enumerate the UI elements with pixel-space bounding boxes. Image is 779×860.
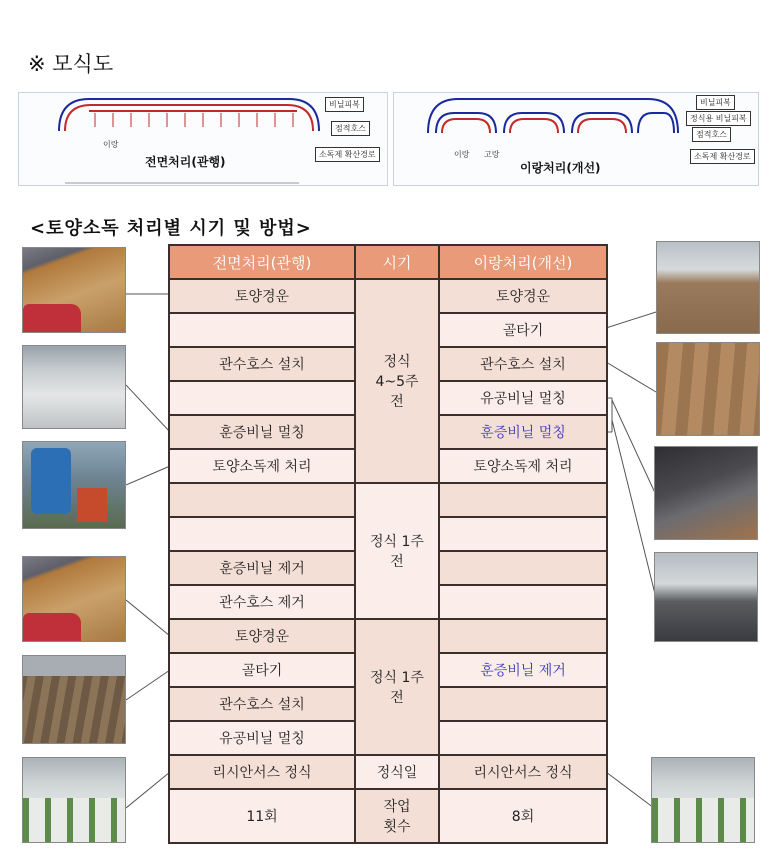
furrow-label: 이랑 [103, 140, 119, 149]
furrow-label: 고랑 [484, 150, 500, 159]
table-cell-timing: 정식일 [356, 756, 438, 788]
table-cell-conventional: 골타기 [170, 654, 354, 686]
table-cell-conventional [170, 382, 354, 414]
table-cell-conventional: 토양경운 [170, 280, 354, 312]
table-cell-conventional: 관수호스 설치 [170, 688, 354, 720]
table-header: 이랑처리(개선) [440, 246, 606, 278]
table-cell-improved: 골타기 [440, 314, 606, 346]
table-cell-conventional [170, 314, 354, 346]
table-cell-conventional: 11회 [170, 790, 354, 842]
table-header: 전면처리(관행) [170, 246, 354, 278]
white-mulch-photo [22, 345, 126, 429]
table-cell-improved [440, 552, 606, 584]
table-cell-timing: 작업 횟수 [356, 790, 438, 842]
ridge-label: 이랑 [454, 150, 470, 159]
furrowed-beds-photo [656, 241, 760, 334]
table-cell-timing: 정식 4~5주 전 [356, 280, 438, 482]
black-mulch-photo [654, 446, 758, 540]
diagram-label: 점적호스 [331, 121, 370, 136]
table-cell-improved: 리시안서스 정식 [440, 756, 606, 788]
page-title: ※ 모식도 [28, 52, 114, 76]
diagram-label: 소독제 확산경로 [690, 149, 755, 164]
table-cell-improved [440, 620, 606, 652]
table-cell-conventional: 훈증비닐 멀칭 [170, 416, 354, 448]
drip-hose-ridge-photo [656, 342, 760, 436]
table-cell-conventional: 토양경운 [170, 620, 354, 652]
mulched-beds-photo [654, 552, 758, 642]
section-subtitle: <토양소독 처리별 시기 및 방법> [30, 218, 312, 239]
diagram-label: 소독제 확산경로 [315, 147, 380, 162]
table-cell-improved [440, 688, 606, 720]
table-header: 시기 [356, 246, 438, 278]
table-cell-conventional: 훈증비닐 제거 [170, 552, 354, 584]
table-cell-improved [440, 586, 606, 618]
table-cell-improved [440, 484, 606, 516]
table-cell-conventional [170, 518, 354, 550]
diagram-caption: 전면처리(관행) [145, 155, 226, 169]
planted-seedlings-photo [22, 757, 126, 843]
table-cell-improved: 훈증비닐 제거 [440, 654, 606, 686]
treatment-schedule-table [168, 244, 608, 844]
fumigation-equipment-photo [22, 441, 126, 529]
table-cell-improved: 훈증비닐 멀칭 [440, 416, 606, 448]
planted-seedlings-photo [651, 757, 755, 843]
table-cell-conventional: 관수호스 제거 [170, 586, 354, 618]
tilled-soil-photo [22, 247, 126, 333]
table-cell-conventional: 리시안서스 정식 [170, 756, 354, 788]
furrowed-soil-photo [22, 655, 126, 744]
table-cell-improved [440, 722, 606, 754]
table-cell-conventional: 토양소독제 처리 [170, 450, 354, 482]
table-cell-conventional: 유공비닐 멀칭 [170, 722, 354, 754]
table-cell-timing: 정식 1주 전 [356, 484, 438, 618]
table-cell-timing: 정식 1주 전 [356, 620, 438, 754]
table-cell-improved: 유공비닐 멀칭 [440, 382, 606, 414]
table-cell-improved: 토양소독제 처리 [440, 450, 606, 482]
diagram-caption: 이랑처리(개선) [520, 161, 601, 175]
table-cell-conventional [170, 484, 354, 516]
table-cell-improved [440, 518, 606, 550]
diagram-label: 비닐피복 [696, 95, 735, 110]
table-cell-improved: 관수호스 설치 [440, 348, 606, 380]
diagram-label: 비닐피복 [325, 97, 364, 112]
tilled-soil-photo [22, 556, 126, 642]
table-cell-improved: 토양경운 [440, 280, 606, 312]
diagram-label: 정식용 비닐피복 [686, 111, 751, 126]
table-cell-improved: 8회 [440, 790, 606, 842]
diagram-label: 점적호스 [692, 127, 731, 142]
table-cell-conventional: 관수호스 설치 [170, 348, 354, 380]
